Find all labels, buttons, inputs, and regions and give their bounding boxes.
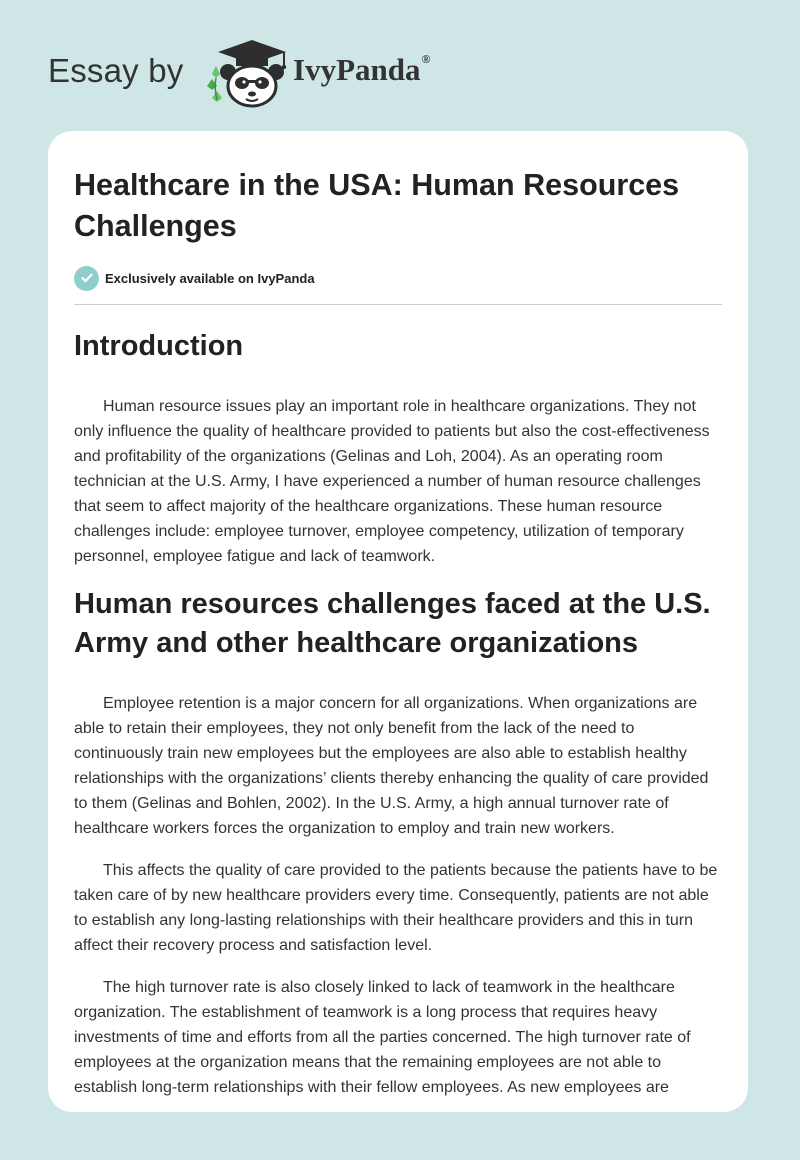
site-header: [0, 0, 800, 130]
divider: [74, 304, 722, 305]
brand-name-text: IvyPanda: [293, 52, 421, 87]
essay-card: [48, 131, 748, 1112]
section-heading-hr-challenges: Human resources challenges faced at the U.S. Army and other healthcare organizations: [74, 588, 711, 659]
registered-mark: ®: [421, 51, 431, 66]
paragraph: Employee retention is a major concern for all organizations. When organizations are able to retain their employees, they not only benefit from the lack of the need to continuously train new employees but the employees are also able to establish healthy relationships with the organizations’ clients thereby enhancing the quality of care provided to them (Gelinas and Bohlen, 2002). In the U.S. Army, a high annual turnover rate of healthcare workers forces the organization to employ and train new workers.: [74, 695, 709, 837]
essay-content: [74, 165, 722, 1100]
paragraph: Human resource issues play an important role in healthcare organizations. They not only influence the quality of healthcare provided to patients but also the cost-effectiveness and profitability of the organizations (Gelinas and Loh, 2004). As an operating room technician at the U.S. Army, I have experienced a number of human resource challenges that seem to affect majority of the healthcare organizations. These human resource challenges include: employee turnover, employee competency, utilization of temporary personnel, employee fatigue and lack of teamwork.: [74, 398, 710, 565]
exclusive-badge-text: Exclusively available on IvyPanda: [105, 270, 315, 286]
section-heading-introduction: Introduction: [74, 330, 244, 362]
essay-title: Healthcare in the USA: Human Resources Challenges: [74, 168, 680, 243]
brand-prefix: Essay by: [48, 52, 184, 89]
ivypanda-logo-icon[interactable]: [198, 34, 290, 110]
check-icon: [74, 266, 99, 291]
paragraph: This affects the quality of care provided to the patients because the patients have to be taken care of by new healthcare providers every time. Consequently, patients are not able to establish any long-lasting relationships with their healthcare providers and this in turn affect their recovery process and satisfaction level.: [74, 862, 718, 954]
exclusive-badge: [74, 265, 722, 291]
paragraph: The high turnover rate is also closely linked to lack of teamwork in the healthcare organization. The establishment of teamwork is a long process that requires heavy investments of time and efforts from all the parties concerned. The high turnover rate of employees at the organization means that the remaining employees are not able to establish long-term relationships with their fellow employees. As new employees are: [74, 979, 691, 1096]
brand-name[interactable]: [293, 52, 430, 88]
